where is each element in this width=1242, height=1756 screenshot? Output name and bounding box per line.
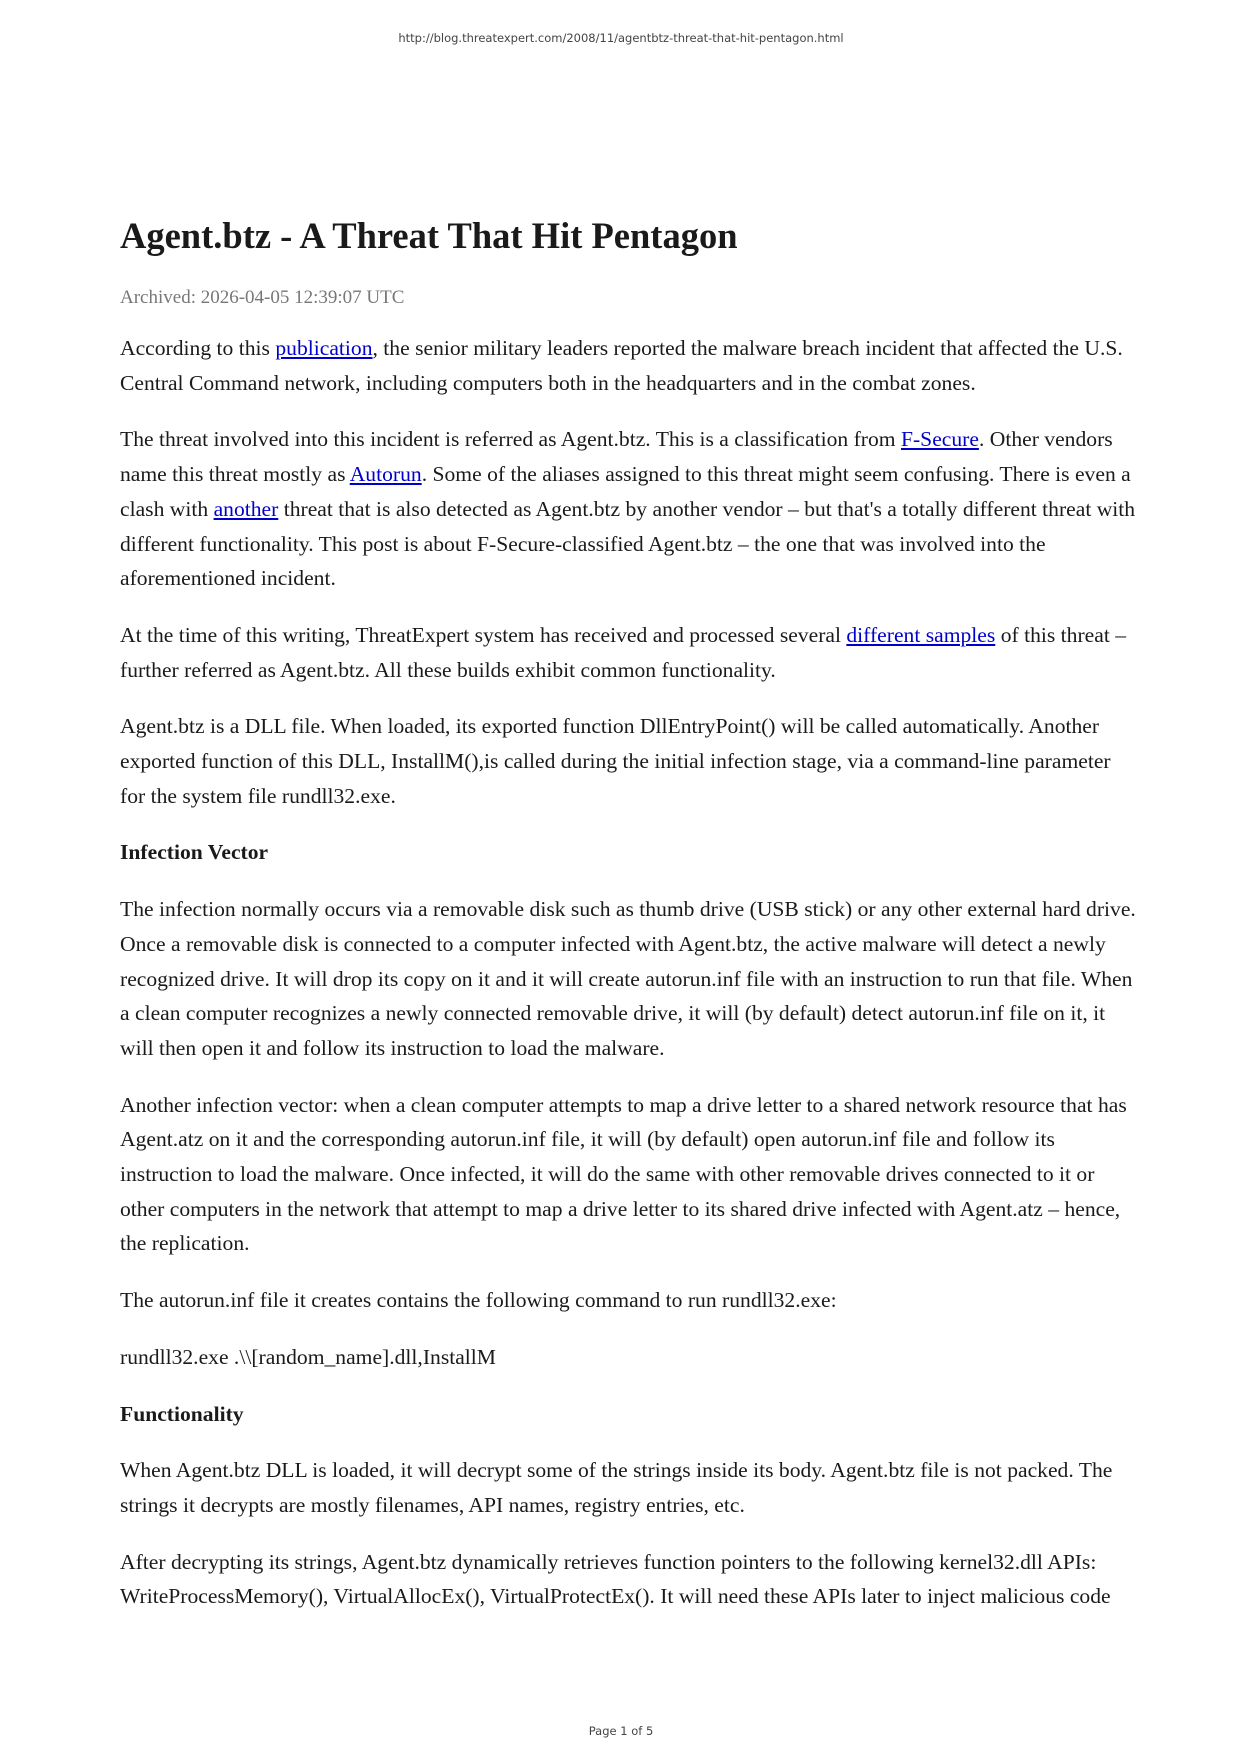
heading-infection-vector: Infection Vector	[120, 840, 269, 865]
text: . Other vendors name this threat mostly as	[120, 427, 1113, 487]
archived-timestamp: Archived: 2026-04-05 12:39:07 UTC	[120, 287, 405, 308]
publication-link[interactable]: publication	[275, 336, 373, 360]
paragraph-samples	[120, 618, 1140, 687]
text: The threat involved into this incident is referred as Agent.btz. This is a classification from	[120, 427, 901, 452]
another-link[interactable]: another	[213, 496, 279, 521]
paragraph-functionality-1: When Agent.btz DLL is loaded, it will decrypt some of the strings inside its body. Agent.btz file is not packed. The strings it decrypts are mostly filenames, API names, registry entries, etc.	[120, 1458, 1113, 1517]
text: of this threat – further referred as Agent.btz. All these builds exhibit common functionality.	[120, 622, 1127, 682]
different-samples-link[interactable]: different samples	[846, 622, 996, 647]
page-title: Agent.btz - A Threat That Hit Pentagon	[120, 215, 738, 256]
paragraph-classification	[120, 422, 1140, 596]
text: At the time of this writing, ThreatExpert system has received and processed several	[120, 622, 847, 647]
text: , the senior military leaders reported the malware breach incident that affected the U.S. Central Command network, including computers both in the headquarters and in the combat zones.	[120, 336, 1123, 395]
paragraph-infection-2: Another infection vector: when a clean computer attempts to map a drive letter to a shared network resource that has Agent.atz on it and the corresponding autorun.inf file, it will (by default) open autorun.inf file and follow its instruction to load the malware. Once infected, it will do the same with other removable drives connected to it or other computers in the network that attempt to map a drive letter to its shared drive infected with Agent.atz – hence, the replication.	[120, 1092, 1127, 1256]
paragraph-intro	[120, 331, 1140, 400]
paragraph-dll: Agent.btz is a DLL file. When loaded, its exported function DllEntryPoint() will be called automatically. Another exported function of this DLL, InstallM(),is called during the initial infection stage, via a command-line parameter for the system file rundll32.exe.	[120, 714, 1111, 808]
paragraph-autorun: The autorun.inf file it creates contains the following command to run rundll32.exe:	[120, 1288, 837, 1313]
paragraph-infection-1: The infection normally occurs via a removable disk such as thumb drive (USB stick) or any other external hard drive. Once a removable disk is connected to a computer infected with Agent.btz, the active malware will detect a newly recognized drive. It will drop its copy on it and it will create autorun.inf file with an instruction to run that file. When a clean computer recognizes a newly connected removable drive, it will (by default) detect autorun.inf file on it, it will then open it and follow its instruction to load the malware.	[120, 897, 1136, 1060]
paragraph-functionality-2: After decrypting its strings, Agent.btz dynamically retrieves function pointers to the following kernel32.dll APIs: WriteProcessMemory(), VirtualAllocEx(), VirtualProtectEx(). It will need these APIs later to inject malicious code	[120, 1549, 1111, 1609]
text: According to this	[120, 336, 276, 360]
source-url: http://blog.threatexpert.com/2008/11/agentbtz-threat-that-hit-pentagon.html	[398, 31, 844, 45]
command-line: rundll32.exe .\\[random_name].dll,InstallM	[120, 1344, 497, 1369]
autorun-link[interactable]: Autorun	[349, 462, 422, 487]
heading-functionality: Functionality	[120, 1401, 244, 1426]
page-number: Page 1 of 5	[588, 1724, 654, 1738]
text: . Some of the aliases assigned to this threat might seem confusing. There is even a clash with	[120, 462, 1131, 521]
f-secure-link[interactable]: F-Secure	[900, 427, 979, 452]
text: threat that is also detected as Agent.btz by another vendor – but that's a totally different threat with different functionality. This post is about F-Secure-classified Agent.btz – the one that was involved into the aforementioned incident.	[120, 496, 1136, 591]
article	[120, 213, 1140, 1636]
